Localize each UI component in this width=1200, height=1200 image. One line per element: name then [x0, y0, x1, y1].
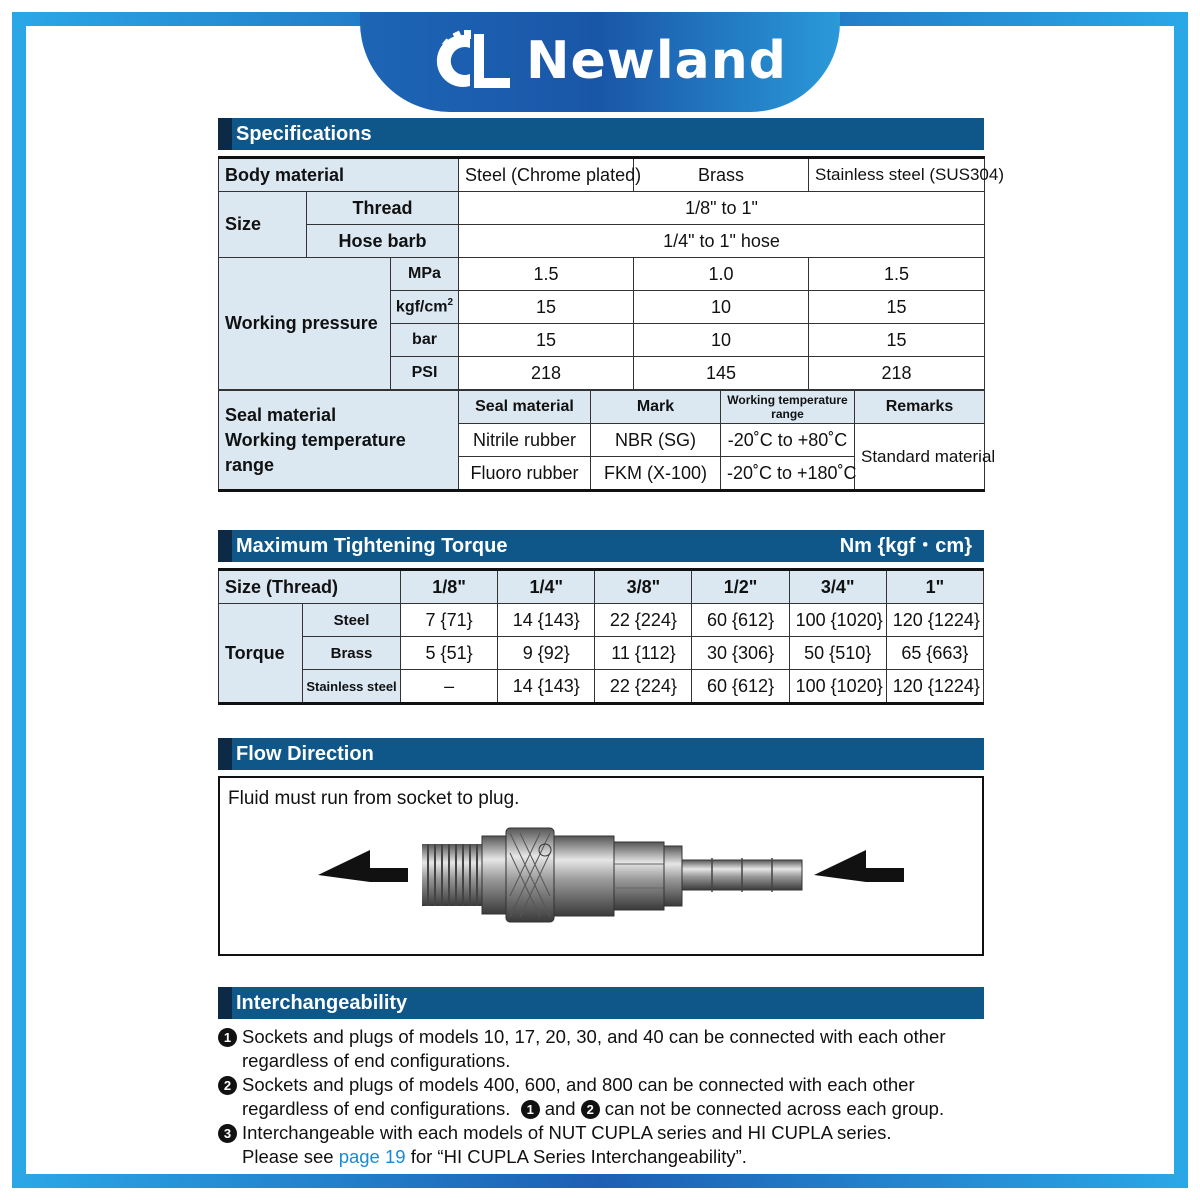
torque-value: 100 {1020}: [789, 604, 886, 637]
interchange-item-2-and: and: [544, 1098, 576, 1119]
pressure-value: 1.5: [809, 258, 985, 291]
torque-section: [218, 530, 984, 705]
torque-size-header: 1/4": [498, 570, 595, 604]
interchangeability-header: [218, 987, 984, 1019]
torque-material-brass: Brass: [303, 637, 401, 670]
seal-label-line2: Working temperature range: [225, 429, 406, 475]
interchange-item-2-text-b: can not be connected across each group.: [604, 1098, 945, 1119]
pressure-value: 1.0: [634, 258, 809, 291]
interchange-item-1-text: Sockets and plugs of models 10, 17, 20, 30, and 40 can be connected with each other regardless of end configurations.: [242, 1026, 946, 1071]
specifications-table: [218, 156, 1004, 390]
torque-value: 60 {612}: [692, 670, 789, 704]
torque-value: 5 {51}: [401, 637, 498, 670]
pressure-value: 145: [634, 357, 809, 390]
number-one-icon: 1: [521, 1100, 540, 1119]
torque-value: 7 {71}: [401, 604, 498, 637]
body-material-stainless: Stainless steel (SUS304): [809, 158, 985, 192]
interchangeability-list: [218, 1025, 984, 1169]
coupler-illustration: [220, 778, 982, 950]
flow-direction-title: Flow Direction: [236, 743, 374, 765]
seal-header-mark: Mark: [591, 391, 721, 424]
flow-direction-text: Fluid must run from socket to plug.: [228, 788, 520, 809]
torque-value: –: [401, 670, 498, 704]
torque-value: 65 {663}: [886, 637, 983, 670]
flow-arrow-left-icon: [318, 850, 408, 882]
interchange-item-3: [218, 1121, 984, 1169]
torque-value: 11 {112}: [595, 637, 692, 670]
torque-unit: Nm {kgf・cm}: [839, 535, 972, 557]
seal-header-range: Working temperature range: [721, 391, 855, 424]
pressure-unit-kgf: [391, 291, 459, 324]
kgf-unit-text: kgf/cm: [395, 298, 448, 316]
pressure-value: 10: [634, 291, 809, 324]
working-pressure-label: Working pressure: [219, 258, 391, 390]
torque-size-header: 3/4": [789, 570, 886, 604]
pressure-value: 10: [634, 324, 809, 357]
torque-size-header: 1/8": [401, 570, 498, 604]
interchangeability-title: Interchangeability: [236, 992, 408, 1014]
flow-direction-section: [218, 738, 984, 956]
pressure-value: 218: [459, 357, 634, 390]
torque-material-stainless: Stainless steel: [303, 670, 401, 704]
newland-logo-icon: [440, 30, 512, 92]
interchange-item-1: [218, 1025, 984, 1073]
specifications-header: [218, 118, 984, 150]
number-three-icon: 3: [218, 1124, 237, 1143]
seal-material-value: Nitrile rubber: [459, 424, 591, 457]
seal-range-value: -20˚C to +80˚C: [721, 424, 855, 457]
pressure-unit-bar: bar: [391, 324, 459, 357]
interchange-item-3-text: Interchangeable with each models of NUT CUPLA series and HI CUPLA series.: [242, 1122, 892, 1143]
seal-header-material: Seal material: [459, 391, 591, 424]
torque-value: 30 {306}: [692, 637, 789, 670]
pressure-value: 15: [459, 324, 634, 357]
seal-label-line1: Seal material: [225, 404, 337, 425]
size-thread-label: Size (Thread): [219, 570, 401, 604]
torque-value: 100 {1020}: [789, 670, 886, 704]
body-material-steel: Steel (Chrome plated): [459, 158, 634, 192]
torque-value: 22 {224}: [595, 604, 692, 637]
pressure-value: 15: [809, 291, 985, 324]
body-material-brass: Brass: [634, 158, 809, 192]
torque-size-header: 1/2": [692, 570, 789, 604]
thread-value: 1/8" to 1": [459, 192, 985, 225]
torque-table: [218, 568, 984, 705]
pressure-value: 1.5: [459, 258, 634, 291]
number-two-icon: 2: [581, 1100, 600, 1119]
pressure-value: 218: [809, 357, 985, 390]
kgf-unit-sup: 2: [447, 297, 454, 309]
brand-name: Newland: [526, 31, 787, 91]
interchange-item-3-post: for “HI CUPLA Series Interchangeability”.: [410, 1146, 747, 1167]
flow-direction-header: [218, 738, 984, 770]
torque-material-steel: Steel: [303, 604, 401, 637]
torque-value: 22 {224}: [595, 670, 692, 704]
torque-label: Torque: [219, 604, 303, 704]
specifications-section: [218, 118, 1004, 492]
torque-value: 14 {143}: [498, 670, 595, 704]
interchange-item-2: [218, 1073, 984, 1121]
hose-barb-label: Hose barb: [307, 225, 459, 258]
torque-header: [218, 530, 984, 562]
pressure-value: 15: [459, 291, 634, 324]
interchange-item-2-text: Sockets and plugs of models 400, 600, and 800 can be connected with each other regardless of end configurations.: [242, 1074, 915, 1119]
pressure-unit-psi: PSI: [391, 357, 459, 390]
torque-value: 9 {92}: [498, 637, 595, 670]
seal-mark-value: NBR (SG): [591, 424, 721, 457]
body-material-label: Body material: [219, 158, 459, 192]
torque-value: 14 {143}: [498, 604, 595, 637]
number-two-icon: 2: [218, 1076, 237, 1095]
torque-title: Maximum Tightening Torque: [236, 535, 508, 557]
flow-arrow-right-icon: [814, 850, 904, 882]
pressure-value: 15: [809, 324, 985, 357]
torque-value: 60 {612}: [692, 604, 789, 637]
seal-header-remarks: Remarks: [855, 391, 985, 424]
hose-barb-value: 1/4" to 1" hose: [459, 225, 985, 258]
interchangeability-section: [218, 987, 984, 1169]
brand-logo: [440, 26, 787, 96]
seal-material-value: Fluoro rubber: [459, 457, 591, 491]
thread-label: Thread: [307, 192, 459, 225]
seal-range-value: -20˚C to +180˚C: [721, 457, 855, 491]
pressure-unit-mpa: MPa: [391, 258, 459, 291]
seal-material-table: [218, 390, 996, 492]
flow-direction-box: [218, 776, 984, 956]
seal-mark-value: FKM (X-100): [591, 457, 721, 491]
torque-size-header: 3/8": [595, 570, 692, 604]
specifications-title: Specifications: [236, 123, 372, 145]
torque-size-header: 1": [886, 570, 983, 604]
page-19-link[interactable]: page 19: [338, 1146, 406, 1167]
torque-value: 120 {1224}: [886, 604, 983, 637]
size-label: Size: [219, 192, 307, 258]
seal-remarks-value: Standard material: [855, 424, 985, 491]
seal-section-label: [219, 391, 459, 491]
interchange-item-3-pre: Please see: [242, 1146, 334, 1167]
torque-value: 120 {1224}: [886, 670, 983, 704]
number-one-icon: 1: [218, 1028, 237, 1047]
torque-value: 50 {510}: [789, 637, 886, 670]
